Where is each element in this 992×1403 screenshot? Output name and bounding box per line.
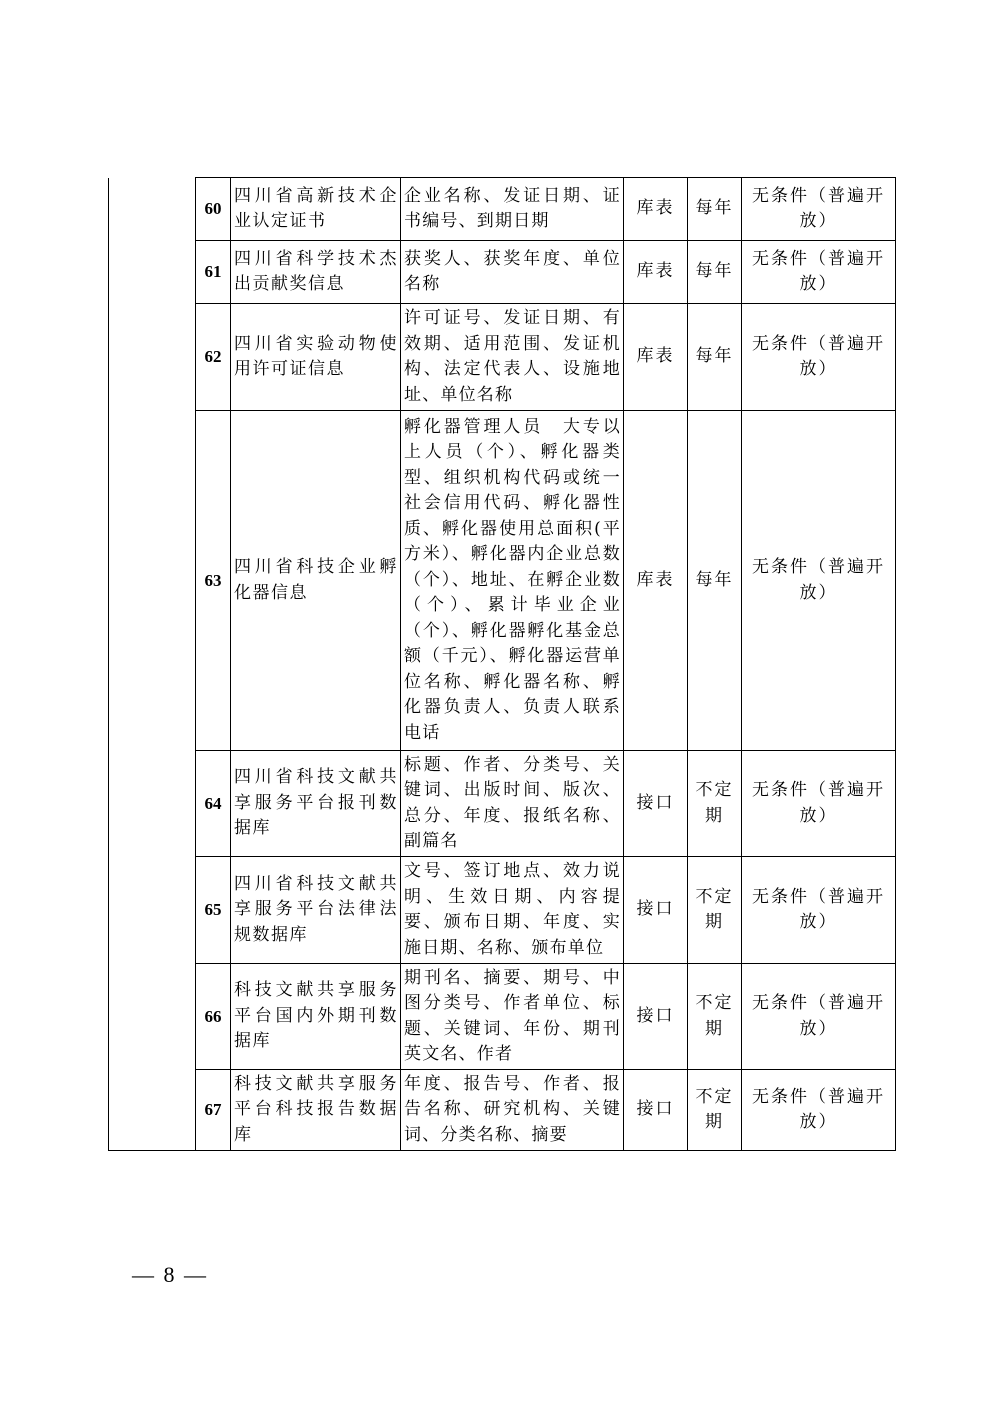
update-frequency: 不定期: [688, 857, 742, 964]
dataset-fields: 文号、签订地点、效力说明、生效日期、内容提要、颁布日期、年度、实施日期、名称、颁布单位: [401, 857, 624, 964]
table-row: [109, 241, 896, 304]
table-row: [109, 411, 896, 751]
dataset-fields: 获奖人、获奖年度、单位名称: [401, 241, 624, 304]
row-number: 61: [196, 241, 231, 304]
data-catalog-table: [108, 177, 896, 1151]
dataset-name: 四川省科学技术杰出贡献奖信息: [231, 241, 401, 304]
update-frequency: 每年: [688, 241, 742, 304]
open-condition: 无条件（普遍开放）: [742, 857, 896, 964]
dataset-name: 四川省科技文献共享服务平台法律法规数据库: [231, 857, 401, 964]
update-frequency: 每年: [688, 411, 742, 751]
sharing-method: 接口: [624, 751, 688, 857]
sharing-method: 库表: [624, 241, 688, 304]
row-number: 60: [196, 178, 231, 241]
table-row: [109, 1070, 896, 1151]
update-frequency: 不定期: [688, 1070, 742, 1151]
row-number: 63: [196, 411, 231, 751]
sharing-method: 库表: [624, 304, 688, 411]
row-number: 66: [196, 964, 231, 1070]
update-frequency: 不定期: [688, 751, 742, 857]
table-row: [109, 964, 896, 1070]
dataset-fields: 企业名称、发证日期、证书编号、到期日期: [401, 178, 624, 241]
sharing-method: 接口: [624, 964, 688, 1070]
dataset-name: 科技文献共享服务平台科技报告数据库: [231, 1070, 401, 1151]
open-condition: 无条件（普遍开放）: [742, 411, 896, 751]
sharing-method: 接口: [624, 1070, 688, 1151]
dataset-fields: 标题、作者、分类号、关键词、出版时间、版次、总分、年度、报纸名称、副篇名: [401, 751, 624, 857]
dataset-name: 四川省实验动物使用许可证信息: [231, 304, 401, 411]
table-row: [109, 178, 896, 241]
row-number: 62: [196, 304, 231, 411]
open-condition: 无条件（普遍开放）: [742, 1070, 896, 1151]
update-frequency: 不定期: [688, 964, 742, 1070]
open-condition: 无条件（普遍开放）: [742, 751, 896, 857]
open-condition: 无条件（普遍开放）: [742, 964, 896, 1070]
table-row: [109, 304, 896, 411]
sharing-method: 接口: [624, 857, 688, 964]
dataset-name: 四川省科技企业孵化器信息: [231, 411, 401, 751]
update-frequency: 每年: [688, 304, 742, 411]
dataset-fields: 孵化器管理人员 大专以上人员（个）、孵化器类型、组织机构代码或统一社会信用代码、孵化器性质、孵化器使用总面积(平方米）、孵化器内企业总数（个）、地址、在孵企业数（个）、累计毕业企业（个）、孵化器孵化基金总额（千元）、孵化器运营单位名称、孵化器名称、孵化器负责人、负责人联系电话: [401, 411, 624, 751]
page-number: — 8 —: [132, 1262, 208, 1287]
open-condition: 无条件（普遍开放）: [742, 178, 896, 241]
dataset-name: 四川省高新技术企业认定证书: [231, 178, 401, 241]
row-number: 65: [196, 857, 231, 964]
open-condition: 无条件（普遍开放）: [742, 304, 896, 411]
dataset-name: 四川省科技文献共享服务平台报刊数据库: [231, 751, 401, 857]
row-number: 67: [196, 1070, 231, 1151]
update-frequency: 每年: [688, 178, 742, 241]
dataset-name: 科技文献共享服务平台国内外期刊数据库: [231, 964, 401, 1070]
sharing-method: 库表: [624, 178, 688, 241]
category-cell: [109, 178, 196, 1151]
table-row: [109, 751, 896, 857]
open-condition: 无条件（普遍开放）: [742, 241, 896, 304]
dataset-fields: 年度、报告号、作者、报告名称、研究机构、关键词、分类名称、摘要: [401, 1070, 624, 1151]
row-number: 64: [196, 751, 231, 857]
table-row: [109, 857, 896, 964]
dataset-fields: 期刊名、摘要、期号、中图分类号、作者单位、标题、关键词、年份、期刊英文名、作者: [401, 964, 624, 1070]
sharing-method: 库表: [624, 411, 688, 751]
dataset-fields: 许可证号、发证日期、有效期、适用范围、发证机构、法定代表人、设施地址、单位名称: [401, 304, 624, 411]
